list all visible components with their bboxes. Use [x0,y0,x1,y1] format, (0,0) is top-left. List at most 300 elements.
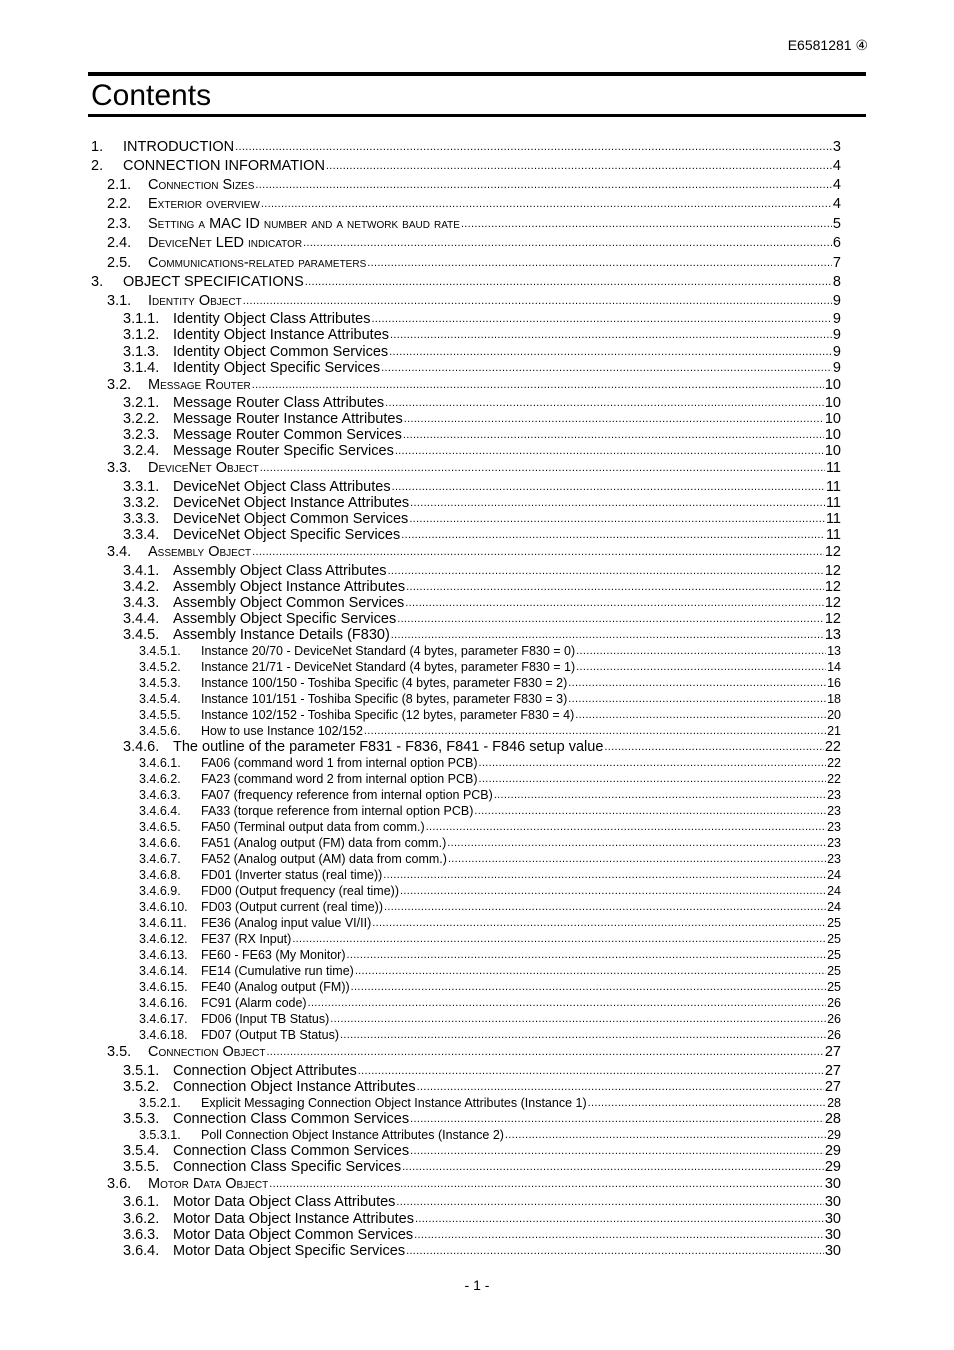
toc-entry-title: DeviceNet Object Class Attributes [173,478,391,495]
toc-entry-number: 3.4.6.18. [139,1028,188,1043]
toc-entry-page: 5 [832,215,841,232]
toc-entry-page: 9 [832,292,841,309]
toc-entry-number: 3.4.5.3. [139,676,181,691]
toc-entry-page: 13 [827,644,841,659]
toc-entry-title: Exterior overview [148,196,260,213]
toc-entry-page: 9 [832,327,841,344]
toc-entry[interactable] [91,527,841,543]
toc-entry-title: FE40 (Analog output (FM)) [201,980,350,995]
toc-entry-page: 22 [827,772,841,787]
toc-entry-page: 12 [824,544,841,561]
toc-entry-page: 12 [824,610,841,627]
toc-entry-page: 30 [824,1210,841,1227]
toc-entry-number: 3.4.4. [123,610,160,627]
toc-entry[interactable] [91,803,841,819]
toc-entry-title: FE37 (RX Input) [201,932,292,947]
toc-entry-page: 11 [825,527,841,544]
toc-entry-number: 3.2.3. [123,427,160,444]
toc-entry-number: 3.3.2. [123,494,160,511]
toc-entry-title: Poll Connection Object Instance Attributes (Instance 2) [201,1127,504,1142]
toc-entry-number: 3.1.2. [123,327,160,344]
toc-entry[interactable] [91,771,841,787]
toc-entry-number: 3.4. [107,544,132,561]
toc-entry-title: Assembly Object [148,544,252,561]
toc-entry-number: 2.2. [107,196,132,213]
toc-entry-page: 22 [827,756,841,771]
toc-entry[interactable] [91,311,841,327]
toc-entry[interactable] [91,1095,841,1111]
toc-entry-page: 10 [824,427,841,444]
toc-entry[interactable] [91,979,841,995]
toc-entry[interactable] [91,1143,841,1159]
toc-entry-page: 30 [824,1176,841,1193]
toc-entry[interactable] [91,376,841,395]
toc-entry-page: 16 [827,676,841,691]
toc-entry-title: Identity Object Instance Attributes [173,327,390,344]
toc-entry-number: 3.4.6.2. [139,772,181,787]
toc-entry-page: 3 [832,139,841,155]
toc-leader-dots [395,443,824,459]
toc-entry-page: 11 [825,511,841,528]
toc-entry[interactable] [91,1243,841,1259]
toc-entry-number: 3.5.4. [123,1142,160,1159]
toc-entry-title: FA50 (Terminal output data from comm.) [201,820,425,835]
toc-entry-title: Connection Object [148,1044,266,1061]
toc-entry-number: 3.4.6.15. [139,980,188,995]
toc-entry-number: 3.4.5.2. [139,660,181,675]
toc-leader-dots [576,643,826,659]
toc-entry-title: INTRODUCTION [123,139,235,155]
toc-entry-title: FD07 (Output TB Status) [201,1028,340,1043]
toc-entry[interactable] [91,707,841,723]
toc-leader-dots [479,771,827,787]
toc-entry-title: Setting a MAC ID number and a network baud rate [148,215,460,232]
toc-entry[interactable] [91,867,841,883]
toc-entry[interactable] [91,643,841,659]
toc-entry[interactable] [91,195,841,214]
toc-entry-page: 11 [825,494,841,511]
toc-entry-page: 30 [824,1194,841,1211]
toc-entry-page: 10 [824,443,841,460]
page-number: - 1 - [464,1277,490,1293]
toc-entry-page: 4 [832,196,841,213]
toc-entry-title: FA06 (command word 1 from internal option PCB) [201,756,478,771]
toc-entry[interactable] [91,344,841,360]
toc-leader-dots [505,1127,826,1143]
toc-entry[interactable] [91,627,841,643]
toc-entry-number: 3.5.1. [123,1062,160,1079]
toc-entry-title: Assembly Instance Details (F830) [173,627,390,644]
title-rule [88,114,866,117]
toc-entry[interactable] [91,675,841,691]
toc-leader-dots [406,579,824,595]
toc-entry-page: 24 [827,868,841,883]
toc-entry-page: 13 [824,627,841,644]
toc-entry-page: 4 [832,158,841,174]
toc-entry-number: 3.4.6.5. [139,820,181,835]
toc-entry[interactable] [91,1159,841,1175]
page-title: Contents [91,79,212,112]
toc-entry-title: FA23 (command word 2 from internal option PCB) [201,772,478,787]
toc-entry[interactable] [91,835,841,851]
toc-entry-page: 20 [827,708,841,723]
toc-leader-dots [252,543,824,562]
toc-leader-dots [410,1111,824,1127]
top-rule [88,72,866,76]
toc-entry[interactable] [91,851,841,867]
toc-leader-dots [266,1043,823,1062]
toc-entry-page: 7 [832,254,841,271]
toc-entry-title: Identity Object Class Attributes [173,311,371,328]
toc-entry-number: 3.5.2.1. [139,1095,181,1110]
toc-entry-number: 2.1. [107,176,132,193]
toc-entry-page: 25 [827,980,841,995]
toc-entry[interactable] [91,723,841,739]
toc-entry-number: 3.6. [107,1176,132,1193]
toc-leader-dots [269,1175,824,1194]
toc-entry[interactable] [91,395,841,411]
toc-leader-dots [474,803,826,819]
toc-entry-title: DeviceNet LED indicator [148,235,303,252]
toc-entry-number: 2.4. [107,235,132,252]
toc-entry[interactable] [91,739,841,755]
table-of-contents [91,138,841,1259]
toc-entry-number: 3.5.3.1. [139,1127,181,1142]
toc-entry-title: OBJECT SPECIFICATIONS [123,273,304,290]
toc-leader-dots [414,1227,824,1243]
toc-entry[interactable] [91,254,841,273]
toc-entry-title: DeviceNet Object [148,460,259,477]
toc-entry-page: 9 [832,343,841,360]
toc-leader-dots [415,1211,824,1227]
toc-entry-page: 8 [832,273,841,290]
toc-entry[interactable] [91,543,841,562]
toc-entry-number: 3.6.1. [123,1194,160,1211]
document-id: E6581281 ④ [787,37,868,53]
toc-entry[interactable] [91,138,841,157]
toc-entry[interactable] [91,611,841,627]
toc-entry-title: Identity Object Common Services [173,343,389,360]
toc-entry-number: 3.4.6.16. [139,996,188,1011]
toc-entry[interactable] [91,963,841,979]
toc-entry-title: FD01 (Inverter status (real time)) [201,868,383,883]
toc-entry-page: 25 [827,948,841,963]
toc-entry[interactable] [91,899,841,915]
toc-entry-number: 3.4.5.6. [139,724,181,739]
toc-entry-page: 9 [832,311,841,328]
toc-entry[interactable] [91,157,841,176]
toc-entry[interactable] [91,215,841,234]
toc-leader-dots [330,1011,826,1027]
toc-entry-page: 25 [827,932,841,947]
toc-entry-page: 23 [827,836,841,851]
toc-entry-title: DeviceNet Object Specific Services [173,527,401,544]
toc-leader-dots [392,479,825,495]
toc-entry[interactable] [91,495,841,511]
toc-entry-title: DeviceNet Object Instance Attributes [173,494,410,511]
toc-entry-number: 3.3.3. [123,511,160,528]
toc-leader-dots [494,787,826,803]
toc-entry-page: 29 [824,1142,841,1159]
toc-leader-dots [397,611,824,627]
toc-entry[interactable] [91,995,841,1011]
toc-entry-number: 3.4.6.10. [139,900,188,915]
toc-leader-dots [426,819,826,835]
toc-leader-dots [326,157,832,176]
toc-leader-dots [410,1143,824,1159]
toc-entry[interactable] [91,327,841,343]
toc-leader-dots [384,899,826,915]
toc-entry[interactable] [91,176,841,195]
toc-leader-dots [261,195,832,214]
toc-entry-number: 1. [91,139,104,155]
toc-leader-dots [372,915,826,931]
toc-entry-number: 3.5. [107,1044,132,1061]
toc-entry-page: 10 [824,411,841,428]
toc-entry[interactable] [91,443,841,459]
toc-leader-dots [235,138,832,157]
toc-leader-dots [575,707,826,723]
toc-entry-number: 3.1.1. [123,311,160,328]
toc-entry[interactable] [91,787,841,803]
toc-entry-title: Connection Object Instance Attributes [173,1078,416,1095]
toc-entry-number: 2. [91,158,104,174]
toc-entry-page: 26 [827,996,841,1011]
toc-entry[interactable] [91,595,841,611]
toc-entry-title: Assembly Object Instance Attributes [173,578,406,595]
toc-entry-title: Message Router [148,376,251,393]
toc-entry-title: Motor Data Object Specific Services [173,1242,406,1259]
toc-entry-page: 11 [825,460,841,477]
toc-entry-page: 10 [824,395,841,412]
toc-entry[interactable] [91,819,841,835]
toc-entry-number: 3.2.2. [123,411,160,428]
toc-entry[interactable] [91,659,841,675]
toc-entry-page: 29 [827,1127,841,1142]
toc-entry[interactable] [91,273,841,292]
toc-leader-dots [305,273,832,292]
toc-leader-dots [303,234,832,253]
toc-entry-title: Message Router Class Attributes [173,395,385,412]
toc-entry-number: 3.4.6. [123,739,160,756]
toc-entry-number: 3.4.3. [123,594,160,611]
toc-entry-title: Connection Class Common Services [173,1142,410,1159]
toc-leader-dots [390,327,832,343]
toc-leader-dots [383,867,826,883]
toc-entry[interactable] [91,1063,841,1079]
toc-leader-dots [243,292,832,311]
toc-leader-dots [604,739,823,755]
toc-leader-dots [479,755,827,771]
toc-entry-number: 2.3. [107,215,132,232]
toc-entry[interactable] [91,947,841,963]
toc-entry-title: Message Router Common Services [173,427,402,444]
toc-entry-page: 24 [827,900,841,915]
toc-entry-page: 12 [824,562,841,579]
toc-entry[interactable] [91,1111,841,1127]
toc-leader-dots [388,563,824,579]
toc-entry-number: 3.4.6.3. [139,788,181,803]
toc-entry-title: Assembly Object Common Services [173,594,405,611]
toc-entry-page: 23 [827,852,841,867]
toc-entry-number: 2.5. [107,254,132,271]
toc-leader-dots [405,595,824,611]
toc-entry[interactable] [91,1211,841,1227]
toc-entry-title: FA07 (frequency reference from internal option PCB) [201,788,493,803]
toc-entry-number: 3.4.6.6. [139,836,181,851]
toc-entry[interactable] [91,1194,841,1210]
toc-entry-number: 3.5.2. [123,1078,160,1095]
toc-entry-title: Motor Data Object Common Services [173,1226,414,1243]
toc-entry[interactable] [91,579,841,595]
toc-entry-number: 3. [91,273,104,290]
toc-leader-dots [346,947,826,963]
toc-entry-page: 14 [827,660,841,675]
toc-entry-title: FE14 (Cumulative run time) [201,964,354,979]
toc-entry-number: 3.6.2. [123,1210,160,1227]
toc-entry[interactable] [91,411,841,427]
toc-entry-page: 11 [825,478,841,495]
toc-entry-title: Motor Data Object [148,1176,269,1193]
toc-entry-number: 3.4.6.4. [139,804,181,819]
toc-entry-title: FA51 (Analog output (FM) data from comm.) [201,836,447,851]
toc-entry[interactable] [91,511,841,527]
toc-entry-title: FC91 (Alarm code) [201,996,307,1011]
toc-entry-title: Motor Data Object Instance Attributes [173,1210,414,1227]
toc-entry[interactable] [91,915,841,931]
toc-entry-page: 12 [824,578,841,595]
toc-leader-dots [367,254,832,273]
toc-entry[interactable] [91,1011,841,1027]
toc-entry-number: 3.4.5. [123,627,160,644]
toc-entry-title: Instance 100/150 - Toshiba Specific (4 bytes, parameter F830 = 2) [201,676,568,691]
toc-leader-dots [448,851,826,867]
toc-entry[interactable] [91,1227,841,1243]
toc-entry-title: Assembly Object Class Attributes [173,562,387,579]
toc-leader-dots [396,1194,823,1210]
toc-entry[interactable] [91,292,841,311]
toc-leader-dots [385,395,824,411]
toc-entry[interactable] [91,459,841,478]
toc-entry-page: 18 [827,692,841,707]
toc-leader-dots [371,311,831,327]
toc-entry-title: Connection Class Specific Services [173,1158,402,1175]
toc-entry-number: 3.4.6.17. [139,1012,188,1027]
toc-leader-dots [410,495,825,511]
toc-leader-dots [355,963,826,979]
toc-entry-number: 3.4.6.13. [139,948,188,963]
toc-entry-page: 23 [827,804,841,819]
toc-entry-title: FA52 (Analog output (AM) data from comm.) [201,852,447,867]
toc-leader-dots [568,691,826,707]
toc-leader-dots [402,1159,824,1175]
toc-leader-dots [417,1079,824,1095]
toc-entry-number: 3.6.4. [123,1242,160,1259]
toc-leader-dots [358,1063,824,1079]
toc-leader-dots [588,1095,826,1111]
toc-entry-number: 3.1.4. [123,359,160,376]
toc-leader-dots [576,659,826,675]
toc-entry-title: Identity Object [148,292,242,309]
toc-entry-title: Instance 101/151 - Toshiba Specific (8 bytes, parameter F830 = 3) [201,692,568,707]
toc-entry-page: 23 [827,820,841,835]
toc-leader-dots [351,979,826,995]
toc-entry-number: 3.6.3. [123,1226,160,1243]
toc-entry-number: 3.4.6.12. [139,932,188,947]
toc-entry-number: 3.5.3. [123,1110,160,1127]
toc-leader-dots [461,215,832,234]
toc-entry[interactable] [91,479,841,495]
toc-entry[interactable] [91,360,841,376]
toc-entry[interactable] [91,427,841,443]
toc-entry-page: 24 [827,884,841,899]
toc-entry-page: 27 [824,1062,841,1079]
toc-entry[interactable] [91,1043,841,1062]
toc-entry-title: FD00 (Output frequency (real time)) [201,884,399,899]
toc-entry-number: 3.5.5. [123,1158,160,1175]
toc-entry-title: Connection Object Attributes [173,1062,357,1079]
toc-entry[interactable] [91,1127,841,1143]
toc-entry-page: 10 [824,376,841,393]
toc-entry-page: 26 [827,1028,841,1043]
toc-entry-title: CONNECTION INFORMATION [123,158,325,174]
toc-leader-dots [252,376,824,395]
toc-entry-number: 3.3. [107,460,132,477]
toc-entry-title: FE36 (Analog input value VI/II) [201,916,372,931]
toc-entry-page: 12 [824,594,841,611]
toc-leader-dots [400,883,826,899]
toc-entry-page: 25 [827,916,841,931]
toc-entry[interactable] [91,755,841,771]
toc-entry-number: 3.4.5.5. [139,708,181,723]
toc-entry-number: 3.4.2. [123,578,160,595]
toc-entry-title: The outline of the parameter F831 - F836, F841 - F846 setup value [173,739,604,756]
toc-entry-title: Instance 102/152 - Toshiba Specific (12 bytes, parameter F830 = 4) [201,708,575,723]
toc-entry[interactable] [91,691,841,707]
toc-entry-page: 4 [832,176,841,193]
toc-leader-dots [409,511,825,527]
toc-entry-number: 3.1.3. [123,343,160,360]
toc-entry[interactable] [91,563,841,579]
toc-leader-dots [403,427,824,443]
toc-entry[interactable] [91,1175,841,1194]
toc-entry-page: 26 [827,1012,841,1027]
toc-entry-page: 30 [824,1226,841,1243]
toc-entry-title: Explicit Messaging Connection Object Instance Attributes (Instance 1) [201,1095,587,1110]
toc-entry-title: Message Router Instance Attributes [173,411,403,428]
toc-entry[interactable] [91,931,841,947]
toc-entry[interactable] [91,1079,841,1095]
toc-entry-number: 3.4.6.11. [139,916,187,931]
toc-entry-number: 3.3.4. [123,527,160,544]
toc-entry[interactable] [91,883,841,899]
toc-entry-title: Connection Sizes [148,176,255,193]
toc-entry[interactable] [91,1027,841,1043]
toc-entry-title: FD06 (Input TB Status) [201,1012,330,1027]
toc-entry-title: FA33 (torque reference from internal option PCB) [201,804,474,819]
toc-leader-dots [401,527,825,543]
toc-entry-number: 3.2.1. [123,395,160,412]
toc-entry-number: 3.4.1. [123,562,160,579]
toc-entry-title: FD03 (Output current (real time)) [201,900,383,915]
toc-entry-title: Identity Object Specific Services [173,359,381,376]
toc-entry-title: Instance 20/70 - DeviceNet Standard (4 bytes, parameter F830 = 0) [201,644,576,659]
toc-entry-page: 27 [824,1044,841,1061]
toc-entry-title: Instance 21/71 - DeviceNet Standard (4 bytes, parameter F830 = 1) [201,660,576,675]
toc-entry-page: 27 [824,1078,841,1095]
toc-entry[interactable] [91,234,841,253]
toc-entry-title: FE60 - FE63 (My Monitor) [201,948,346,963]
